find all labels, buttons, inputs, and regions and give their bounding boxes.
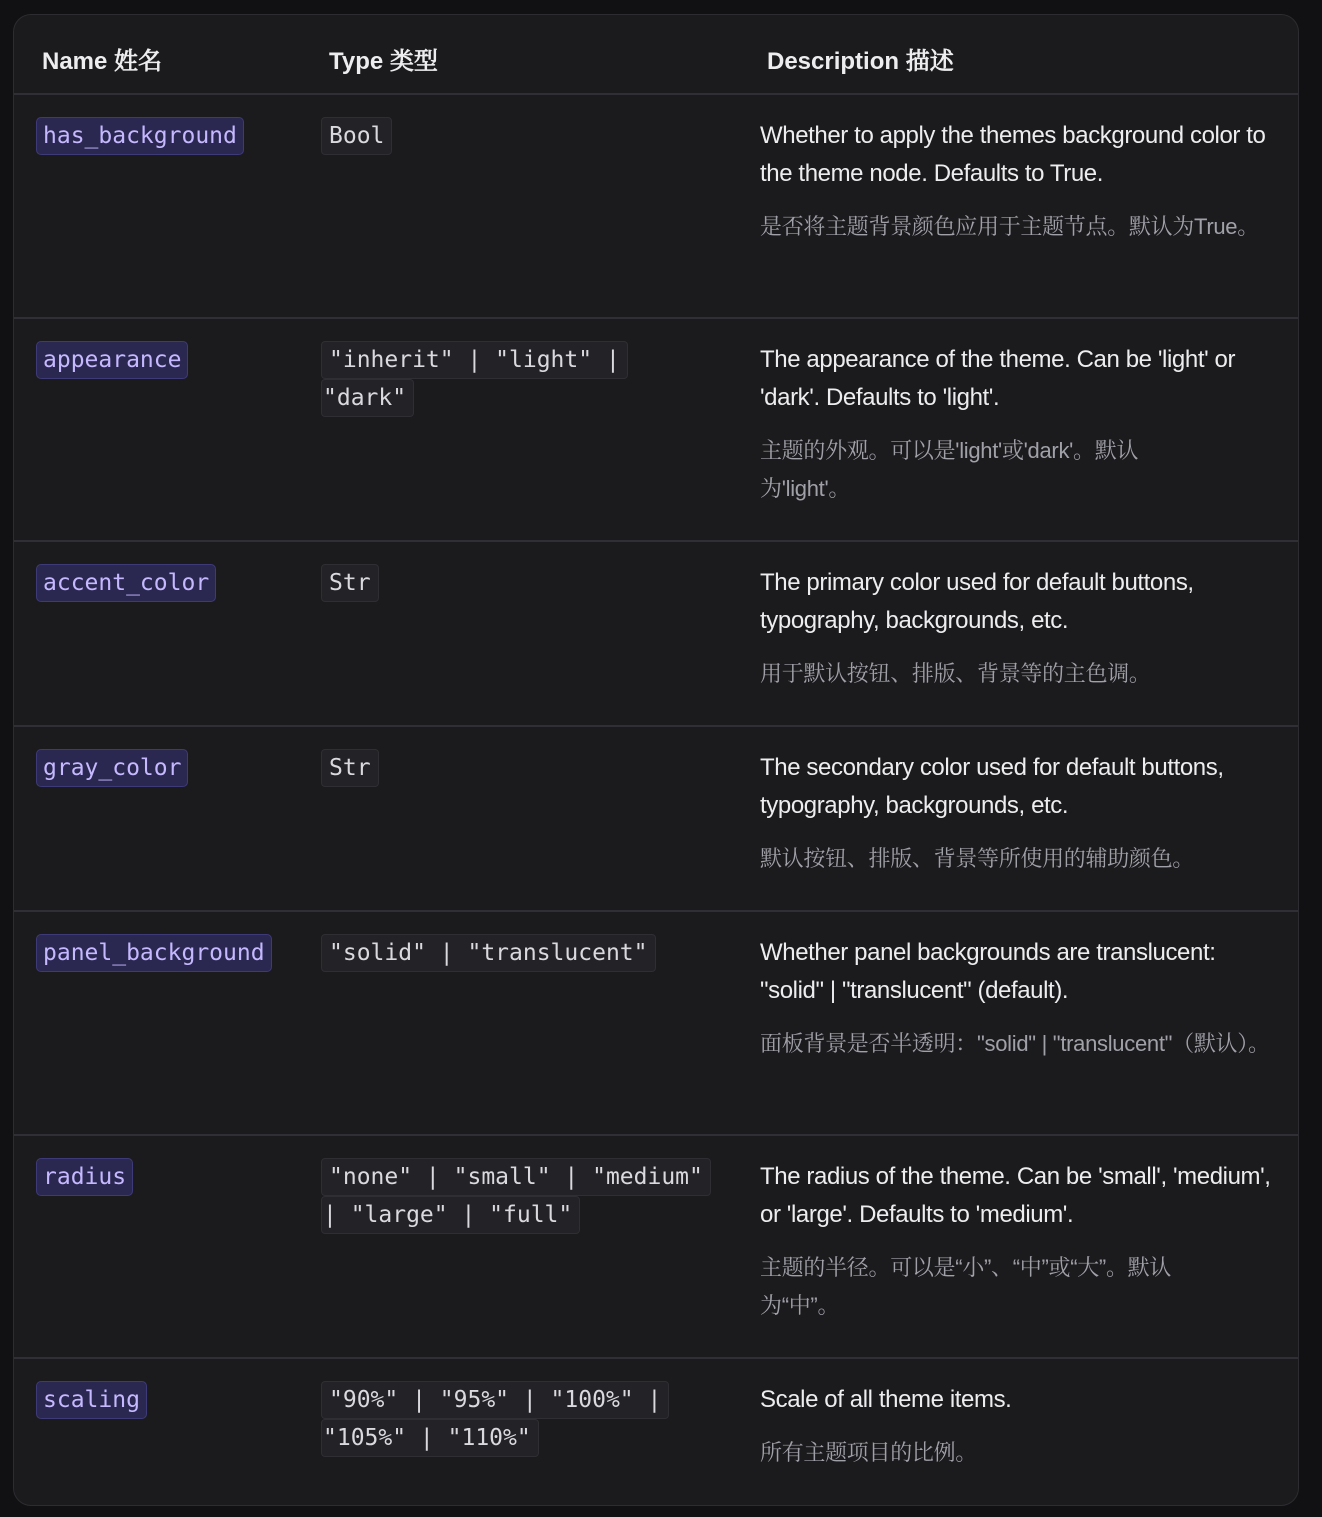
prop-type bbox=[321, 934, 701, 972]
type-code: Str bbox=[321, 749, 379, 787]
prop-type bbox=[321, 564, 701, 602]
table-row bbox=[14, 95, 1298, 319]
description-zh: 主题的外观。可以是'light'或'dark'。默认为'light'。 bbox=[760, 438, 1139, 501]
type-code: Str bbox=[321, 564, 379, 602]
column-header-name: Name 姓名 bbox=[42, 48, 163, 75]
column-header-description: Description 描述 bbox=[767, 48, 954, 75]
prop-description bbox=[760, 934, 1285, 1063]
type-code: Bool bbox=[321, 117, 392, 155]
description-zh: 用于默认按钮、排版、背景等的主色调。 bbox=[760, 661, 1151, 686]
type-code: "solid" | "translucent" bbox=[321, 934, 656, 972]
prop-description bbox=[760, 1381, 1285, 1472]
table-row bbox=[14, 1359, 1298, 1506]
prop-type bbox=[321, 1158, 701, 1234]
prop-description bbox=[760, 564, 1285, 693]
description-en: The secondary color used for default buttons, typography, backgrounds, etc. bbox=[760, 754, 1224, 819]
prop-description bbox=[760, 749, 1285, 878]
type-code: "dark" bbox=[321, 379, 414, 417]
type-code: "105%" | "110%" bbox=[321, 1419, 539, 1457]
prop-name: appearance bbox=[36, 341, 188, 379]
description-zh: 主题的半径。可以是“小”、“中”或“大”。默认为“中”。 bbox=[760, 1255, 1172, 1318]
description-zh: 是否将主题背景颜色应用于主题节点。默认为True。 bbox=[760, 214, 1259, 239]
column-header-type: Type 类型 bbox=[329, 48, 438, 75]
table-row bbox=[14, 542, 1298, 727]
description-en: Scale of all theme items. bbox=[760, 1386, 1012, 1413]
props-table bbox=[13, 14, 1299, 1506]
description-en: The primary color used for default buttons, typography, backgrounds, etc. bbox=[760, 569, 1194, 634]
description-en: The radius of the theme. Can be 'small', 'medium', or 'large'. Defaults to 'medium'. bbox=[760, 1163, 1271, 1228]
table-row bbox=[14, 319, 1298, 542]
description-zh: 所有主题项目的比例。 bbox=[760, 1440, 978, 1465]
prop-description bbox=[760, 1158, 1285, 1325]
description-zh: 默认按钮、排版、背景等所使用的辅助颜色。 bbox=[760, 846, 1195, 871]
prop-type bbox=[321, 117, 701, 155]
prop-name: radius bbox=[36, 1158, 133, 1196]
prop-name: has_background bbox=[36, 117, 244, 155]
prop-type bbox=[321, 749, 701, 787]
table-header bbox=[14, 15, 1298, 95]
prop-name: accent_color bbox=[36, 564, 216, 602]
prop-type bbox=[321, 341, 701, 417]
prop-name: panel_background bbox=[36, 934, 272, 972]
prop-name: gray_color bbox=[36, 749, 188, 787]
table-row bbox=[14, 1136, 1298, 1359]
description-en: Whether panel backgrounds are translucent: "solid" | "translucent" (default). bbox=[760, 939, 1216, 1004]
description-en: Whether to apply the themes background color to the theme node. Defaults to True. bbox=[760, 122, 1266, 187]
prop-type bbox=[321, 1381, 701, 1457]
table-row bbox=[14, 912, 1298, 1136]
type-code: "inherit" | "light" | bbox=[321, 341, 628, 379]
prop-description bbox=[760, 341, 1285, 508]
prop-description bbox=[760, 117, 1285, 246]
description-en: The appearance of the theme. Can be 'light' or 'dark'. Defaults to 'light'. bbox=[760, 346, 1236, 411]
description-zh: 面板背景是否半透明："solid" | "translucent"（默认）。 bbox=[760, 1031, 1270, 1056]
type-code: | "large" | "full" bbox=[321, 1196, 580, 1234]
type-code: "90%" | "95%" | "100%" | bbox=[321, 1381, 669, 1419]
type-code: "none" | "small" | "medium" bbox=[321, 1158, 711, 1196]
table-row bbox=[14, 727, 1298, 912]
prop-name: scaling bbox=[36, 1381, 147, 1419]
